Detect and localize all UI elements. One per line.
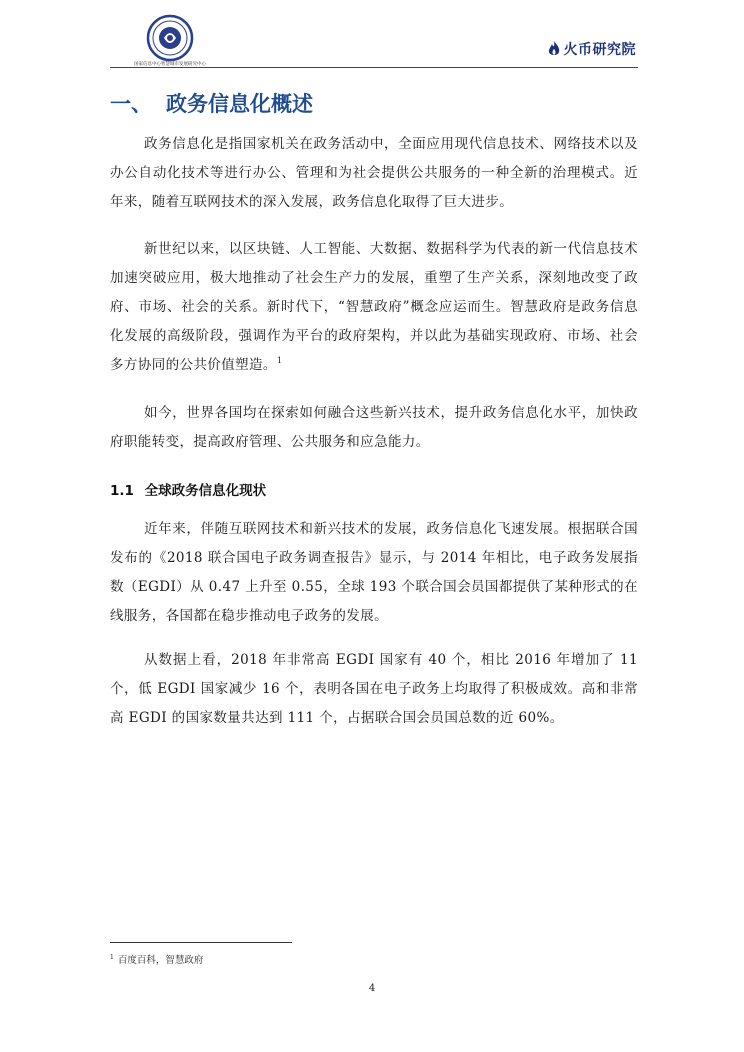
section-title: 政务信息化概述 — [166, 92, 313, 116]
page-number: 4 — [368, 983, 376, 994]
section-heading — [110, 88, 313, 118]
header-rule — [110, 67, 638, 68]
footnote-text: 百度百科，智慧政府 — [117, 955, 204, 966]
paragraph-4: 近年来，伴随互联网技术和新兴技术的发展，政务信息化飞速发展。根据联合国发布的《2018 联合国电子政务调查报告》显示，与 2014 年相比，电子政务发展指数（EGDI）从 0.47 上升至 0.55，全球 193 个联合国会员国都提供了某种形式的在线服务，各国都在稳步推动电子政务的发展。 — [110, 521, 638, 624]
subsection-title: 全球政务信息化现状 — [144, 483, 267, 499]
footnote-ref[interactable]: 1 — [276, 356, 283, 365]
huobi-research-logo — [546, 38, 637, 60]
paragraph-2: 新世纪以来，以区块链、人工智能、大数据、数据科学为代表的新一代信息技术加速突破应用，极大地推动了社会生产力的发展，重塑了生产关系，深刻地改变了政府、市场、社会的关系。新时代下，“智慧政府”概念应运而生。智慧政府是政务信息化发展的高级阶段，强调作为平台的政府架构，并以此为基础实现政府、市场、社会多方协同的公共价值塑造。$^1$ — [110, 241, 638, 373]
page-header — [110, 12, 638, 74]
footnote-rule — [110, 942, 292, 943]
flame-icon — [546, 40, 562, 58]
subsection-number: 1.1 — [110, 483, 134, 499]
paragraph-5: 从数据上看，2018 年非常高 EGDI 国家有 40 个，相比 2016 年增加了 11 个，低 EGDI 国家减少 16 个，表明各国在电子政务上均取得了积极成效。高和非常高 EGDI 的国家数量共达到 111 个，占据联合国会员国总数的近 60%。 — [110, 652, 638, 726]
section-number: 一、 — [110, 92, 152, 116]
paragraph-3: 如今，世界各国均在探索如何融合这些新兴技术，提升政务信息化水平，加快政府职能转变，提高政府管理、公共服务和应急能力。 — [110, 405, 638, 450]
logo-caption: 国家信息中心智慧城市发展研究中心 — [134, 62, 206, 67]
national-info-center-logo-icon — [144, 14, 196, 62]
brand-text: 火币研究院 — [563, 42, 636, 58]
footnote-marker: 1 — [110, 954, 114, 961]
footnote — [110, 952, 203, 966]
paragraph-1: 政务信息化是指国家机关在政务活动中，全面应用现代信息技术、网络技术以及办公自动化技术等进行办公、管理和为社会提供公共服务的一种全新的治理模式。近年来，随着互联网技术的深入发展，政务信息化取得了巨大进步。 — [110, 136, 638, 210]
subsection-heading — [110, 479, 266, 499]
